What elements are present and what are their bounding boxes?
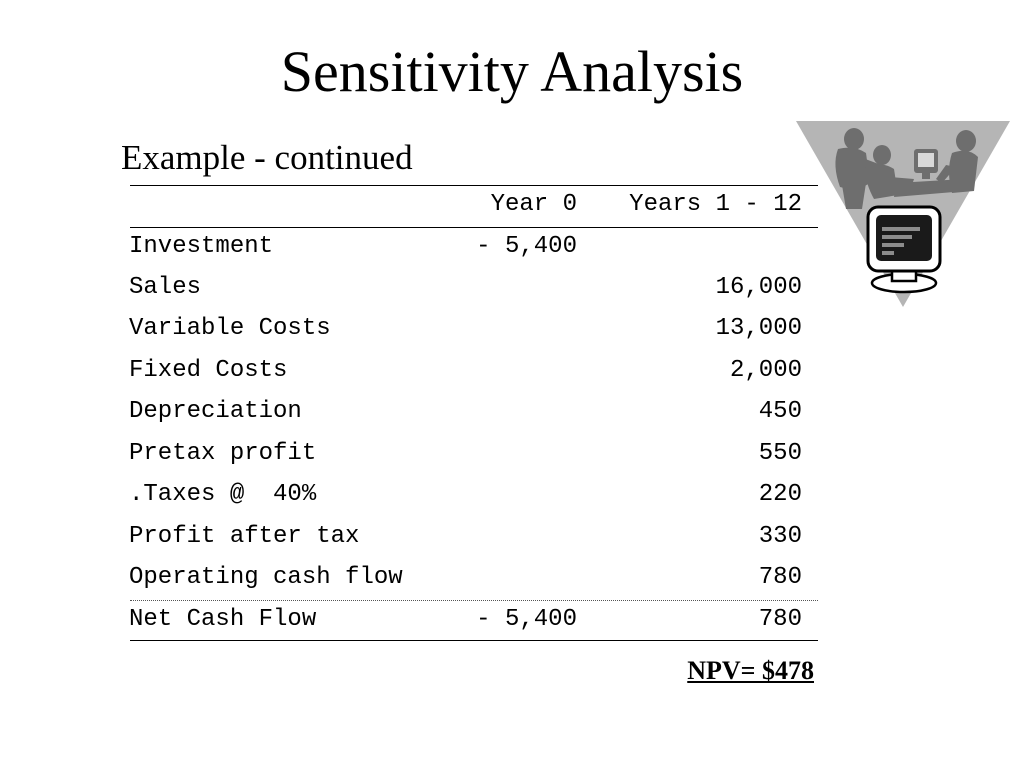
- row-years1-12: 13,000: [715, 315, 802, 342]
- row-label: Fixed Costs: [129, 357, 288, 384]
- header-rule: [130, 227, 818, 228]
- row-label: Sales: [129, 274, 202, 301]
- total-row-label: Net Cash Flow: [129, 606, 317, 633]
- row-years1-12: 330: [758, 523, 802, 550]
- row-years1-12: 450: [758, 398, 802, 425]
- slide-subtitle: Example - continued: [121, 138, 413, 177]
- row-year0: - 5,400: [476, 233, 577, 260]
- row-years1-12: 550: [758, 440, 802, 467]
- table-top-rule: [130, 185, 818, 186]
- subtotal-dotted-rule: [130, 600, 818, 601]
- people-computer-icon: [796, 121, 1010, 307]
- row-years1-12: 2,000: [729, 357, 802, 384]
- header-year0: Year 0: [490, 191, 577, 218]
- row-label: Depreciation: [129, 398, 302, 425]
- row-label: Variable Costs: [129, 315, 331, 342]
- row-label: .Taxes @ 40%: [129, 481, 317, 508]
- npv-result: NPV= $478: [687, 656, 814, 685]
- row-years1-12: 780: [758, 564, 802, 591]
- total-row-year0: - 5,400: [476, 606, 577, 633]
- table-bottom-rule: [130, 640, 818, 641]
- row-label: Operating cash flow: [129, 564, 403, 591]
- slide-title: Sensitivity Analysis: [280, 39, 744, 104]
- row-label: Investment: [129, 233, 274, 260]
- header-years1-12: Years 1 - 12: [629, 191, 802, 218]
- total-row-years1-12: 780: [758, 606, 802, 633]
- row-years1-12: 16,000: [715, 274, 802, 301]
- row-years1-12: 220: [758, 481, 802, 508]
- row-label: Profit after tax: [129, 523, 360, 550]
- row-label: Pretax profit: [129, 440, 317, 467]
